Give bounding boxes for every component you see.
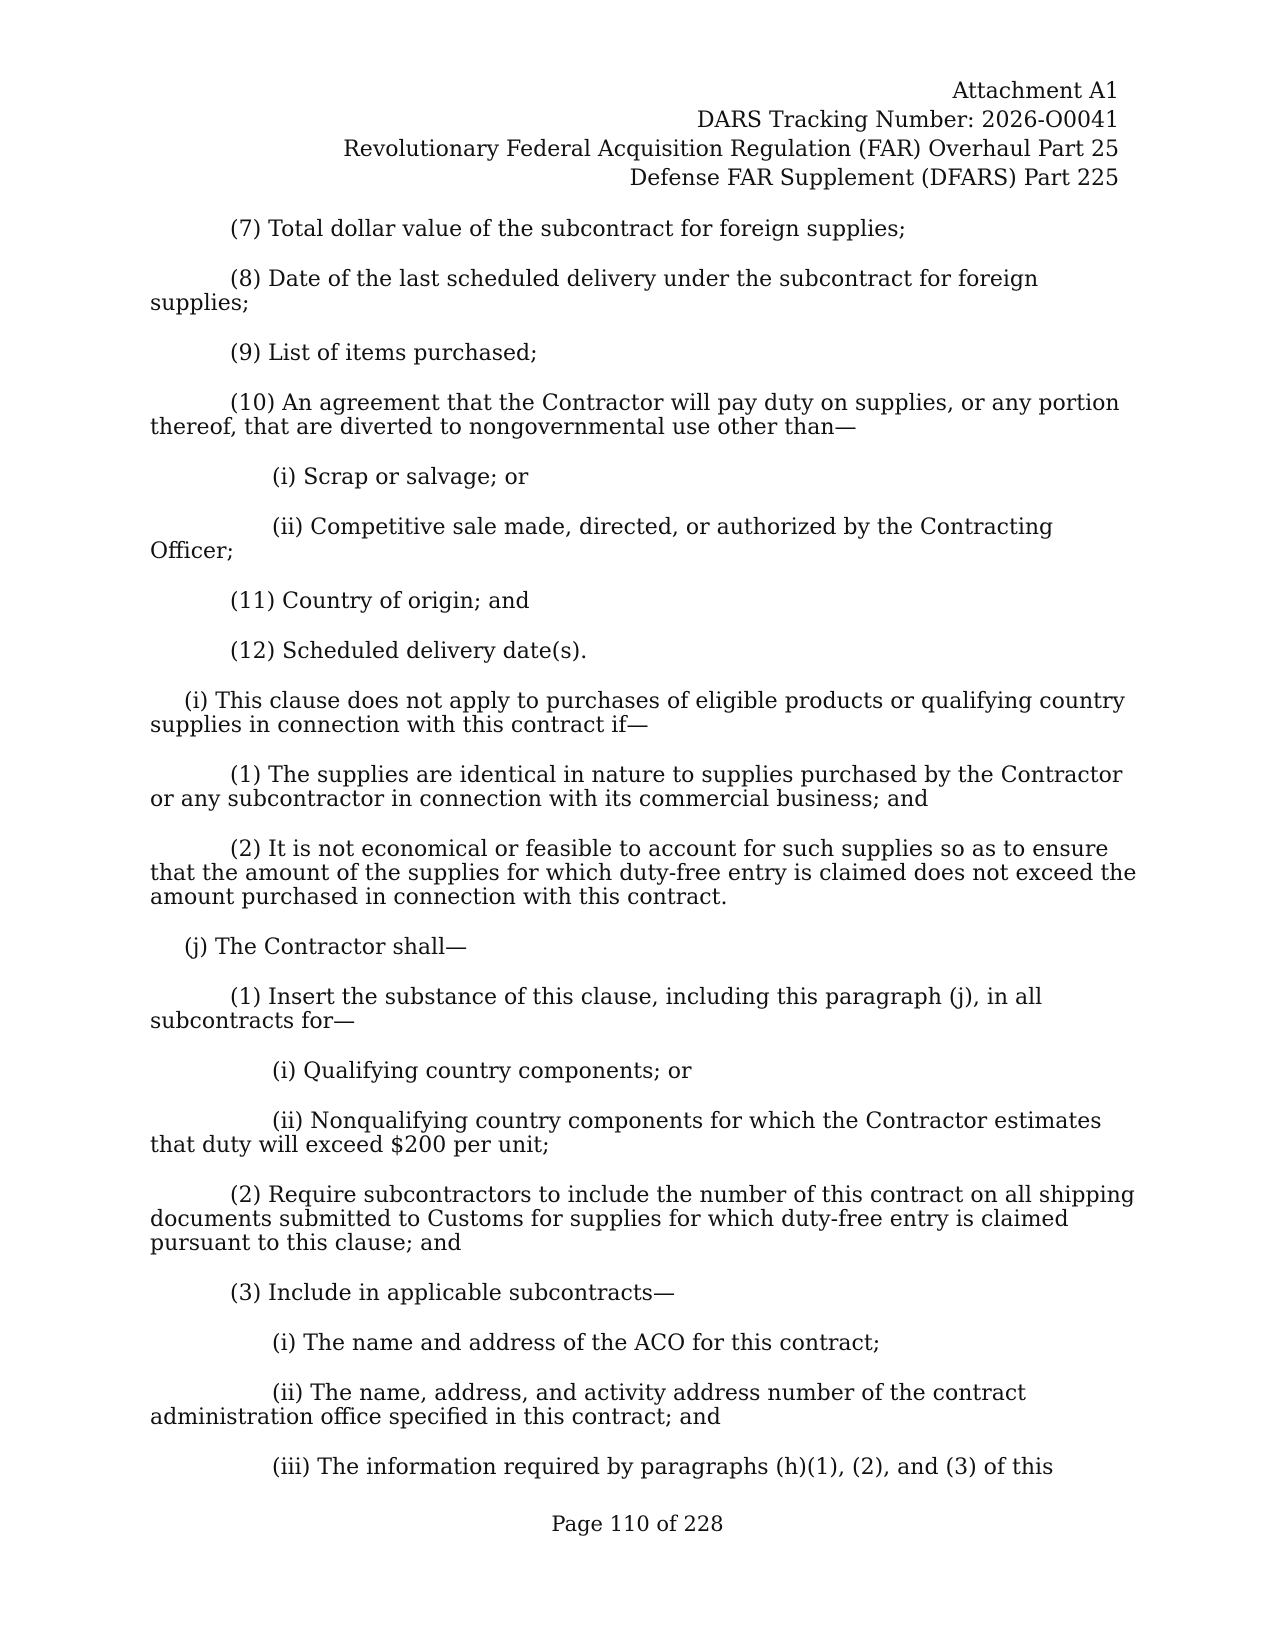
paragraph-text: (iii) The information required by paragraphs (h)(1), (2), and (3) of this <box>272 1455 1054 1480</box>
page-header <box>343 77 1119 193</box>
paragraph-text: (3) Include in applicable subcontracts— <box>230 1281 675 1306</box>
paragraph-i1 <box>150 764 1125 812</box>
paragraph-text: (i) The name and address of the ACO for this contract; <box>272 1331 881 1356</box>
paragraph-text: (i) Scrap or salvage; or <box>272 465 529 490</box>
paragraph-h9 <box>150 342 1125 366</box>
paragraph-j3-i <box>150 1332 1125 1356</box>
paragraph-h8 <box>150 268 1125 316</box>
header-dfars-part: Defense FAR Supplement (DFARS) Part 225 <box>629 166 1119 191</box>
header-attachment: Attachment A1 <box>952 79 1119 104</box>
paragraph-j3-iii <box>150 1456 1125 1480</box>
paragraph-i <box>150 690 1125 738</box>
paragraph-continuation: supplies; <box>150 291 250 316</box>
paragraph-text: (11) Country of origin; and <box>230 589 530 614</box>
paragraph-continuation: or any subcontractor in connection with its commercial business; and <box>150 787 929 812</box>
paragraph-continuation: subcontracts for— <box>150 1009 356 1034</box>
paragraph-continuation: administration office specified in this contract; and <box>150 1405 721 1430</box>
paragraph-text: (1) Insert the substance of this clause, including this paragraph (j), in all <box>230 985 1043 1010</box>
paragraph-text: (2) Require subcontractors to include the number of this contract on all shipping <box>230 1183 1135 1208</box>
header-far-part: Revolutionary Federal Acquisition Regulation (FAR) Overhaul Part 25 <box>343 137 1119 162</box>
paragraph-text: (7) Total dollar value of the subcontract for foreign supplies; <box>230 217 906 242</box>
paragraph-h10 <box>150 392 1125 440</box>
paragraph-text: (2) It is not economical or feasible to account for such supplies so as to ensure <box>230 837 1109 862</box>
clause-body <box>150 217 1137 1506</box>
paragraph-text: (8) Date of the last scheduled delivery under the subcontract for foreign <box>230 267 1039 292</box>
paragraph-j1-ii <box>150 1110 1125 1158</box>
paragraph-j1 <box>150 986 1125 1034</box>
paragraph-continuation: supplies in connection with this contract if— <box>150 713 649 738</box>
paragraph-h10-i <box>150 466 1125 490</box>
paragraph-text: (i) This clause does not apply to purchases of eligible products or qualifying country <box>184 689 1125 714</box>
paragraph-j2 <box>150 1183 1135 1256</box>
paragraph-h10-ii <box>150 516 1125 564</box>
paragraph-continuation: pursuant to this clause; and <box>150 1231 462 1256</box>
paragraph-text: (12) Scheduled delivery date(s). <box>230 639 588 664</box>
paragraph-text: (i) Qualifying country components; or <box>272 1059 692 1084</box>
paragraph-text: (ii) The name, address, and activity address number of the contract <box>272 1381 1027 1406</box>
paragraph-j <box>150 936 1125 960</box>
paragraph-text: (10) An agreement that the Contractor will pay duty on supplies, or any portion <box>230 391 1120 416</box>
paragraph-j3 <box>150 1282 1125 1306</box>
paragraph-continuation: thereof, that are diverted to nongovernmental use other than— <box>150 415 857 440</box>
paragraph-h11 <box>150 590 1125 614</box>
paragraph-h7 <box>150 218 1125 242</box>
page-number: Page 110 of 228 <box>551 1512 724 1536</box>
paragraph-text: (ii) Nonqualifying country components for which the Contractor estimates <box>272 1109 1102 1134</box>
paragraph-i2 <box>150 837 1137 910</box>
paragraph-text: (ii) Competitive sale made, directed, or authorized by the Contracting <box>272 515 1054 540</box>
paragraph-text: (1) The supplies are identical in nature to supplies purchased by the Contractor <box>230 763 1123 788</box>
paragraph-text: (j) The Contractor shall— <box>184 935 468 960</box>
paragraph-continuation: Officer; <box>150 539 234 564</box>
paragraph-continuation: amount purchased in connection with this contract. <box>150 885 728 910</box>
paragraph-h12 <box>150 640 1125 664</box>
paragraph-text: (9) List of items purchased; <box>230 341 538 366</box>
paragraph-continuation: documents submitted to Customs for supplies for which duty-free entry is claimed <box>150 1207 1069 1232</box>
paragraph-j1-i <box>150 1060 1125 1084</box>
paragraph-continuation: that duty will exceed $200 per unit; <box>150 1133 550 1158</box>
paragraph-j3-ii <box>150 1382 1125 1430</box>
header-tracking-number: DARS Tracking Number: 2026-O0041 <box>696 108 1119 133</box>
paragraph-continuation: that the amount of the supplies for which duty-free entry is claimed does not exceed the <box>150 861 1137 886</box>
